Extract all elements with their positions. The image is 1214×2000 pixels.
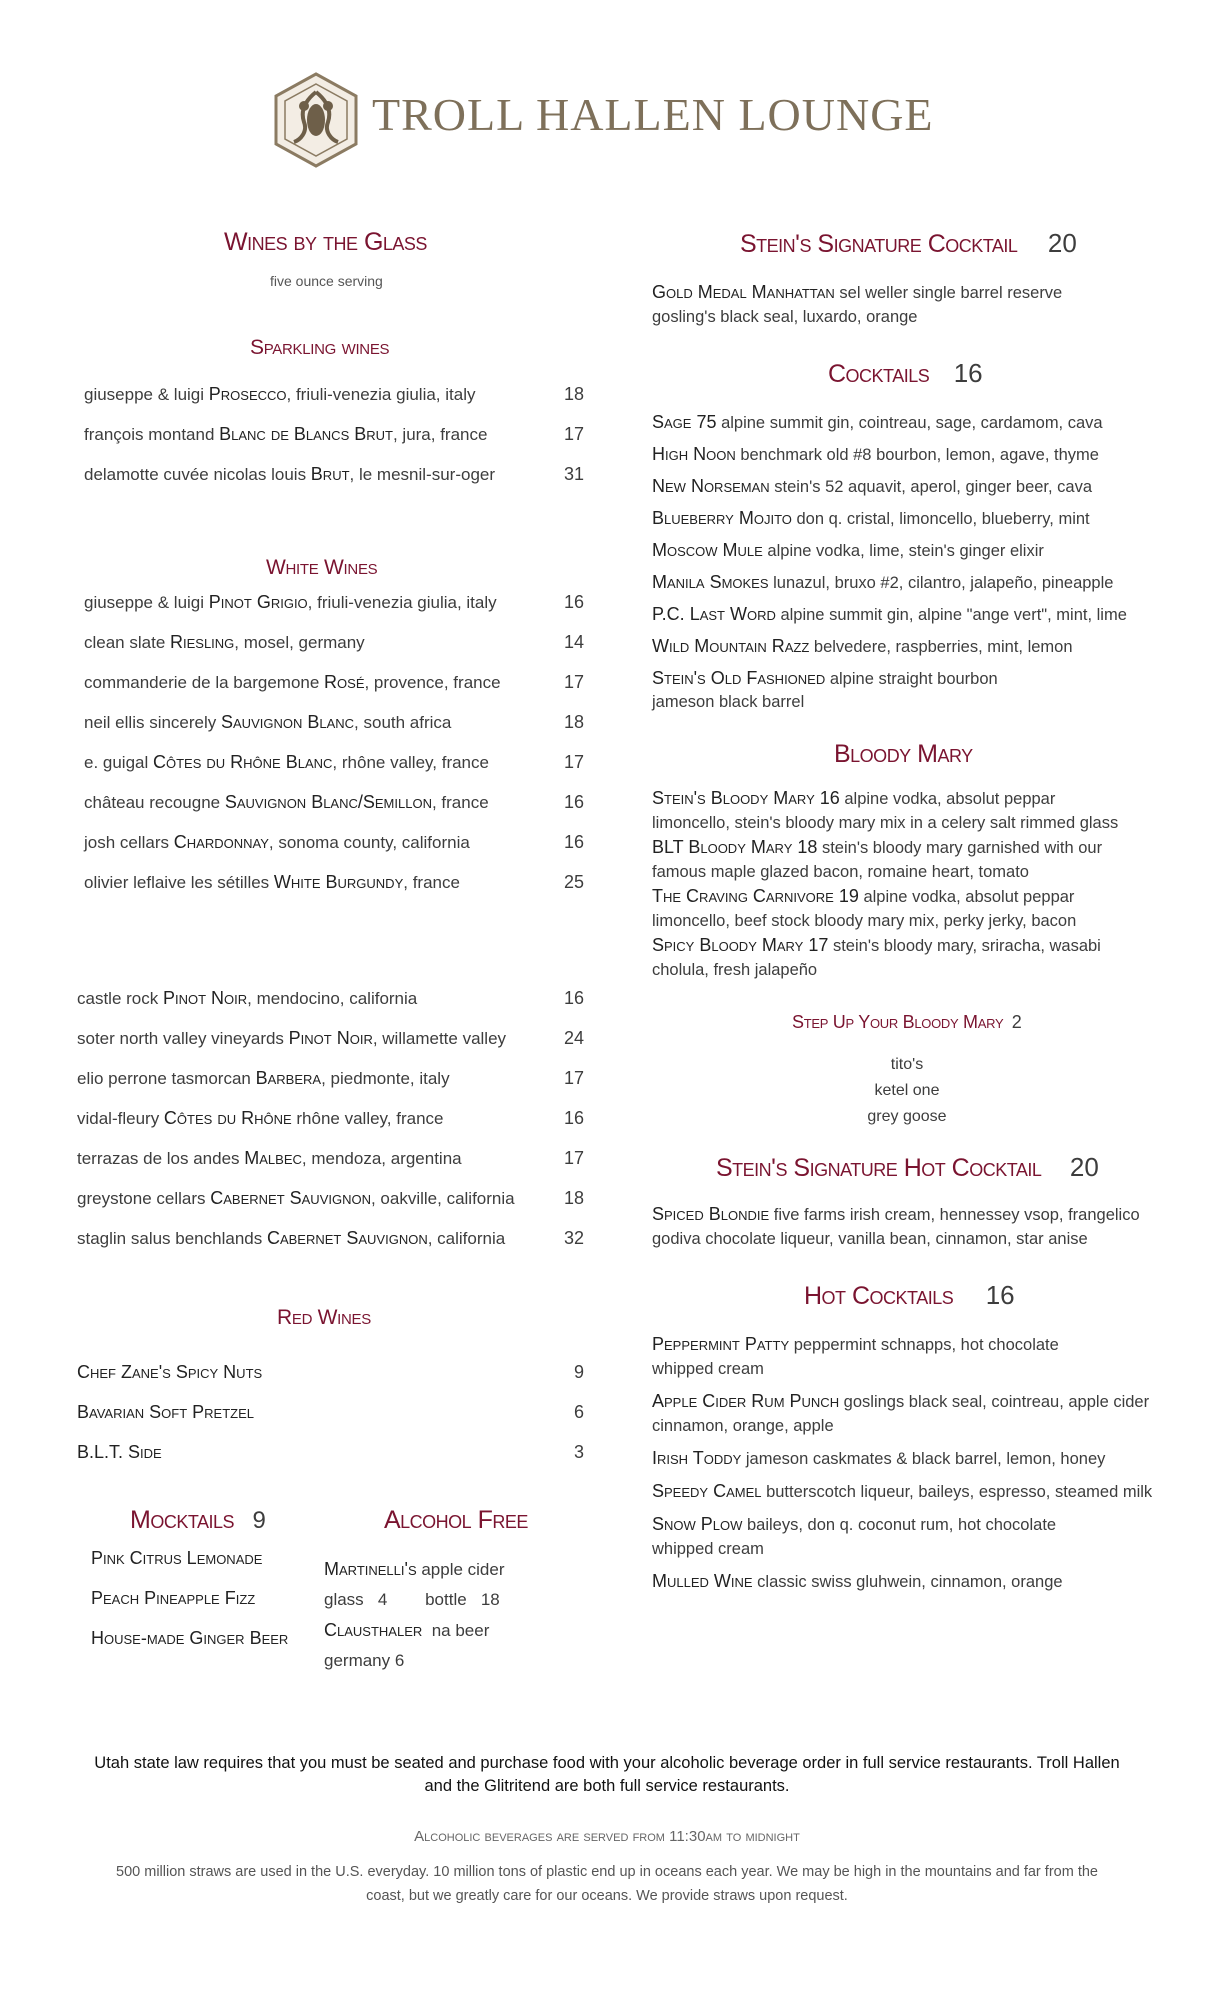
wine-producer: neil ellis sincerely [84, 713, 221, 732]
wine-varietal: Sauvignon Blanc/Semillon [224, 792, 432, 812]
wine-description [77, 1188, 584, 1209]
wine-producer: giuseppe & luigi [84, 593, 209, 612]
cocktail-item [652, 410, 1127, 442]
wine-description [84, 872, 584, 893]
wine-varietal: Rosé [324, 672, 365, 692]
wine-producer: delamotte cuvée nicolas louis [84, 465, 311, 484]
wine-producer: château recougne [84, 793, 225, 812]
hot-cocktail-name: Apple Cider Rum Punch [652, 1391, 840, 1411]
step-up-vodka: grey goose [867, 1108, 947, 1125]
wine-varietal: Brut [310, 464, 350, 484]
hot-cocktail-item [652, 1512, 1152, 1561]
wine-producer: castle rock [77, 989, 163, 1008]
hot-cocktail-line [652, 1446, 1152, 1471]
mocktails-heading [130, 1506, 266, 1535]
bloody-mary-ingredients: stein's bloody mary, sriracha, wasabi [828, 937, 1101, 955]
wine-description [84, 592, 584, 613]
cocktail-ingredients-cont: jameson black barrel [652, 693, 805, 711]
signature-cocktail-heading [740, 228, 1077, 259]
white-wines-list [84, 592, 584, 912]
wine-description [77, 1068, 584, 1089]
wine-varietal: Barbera [255, 1068, 322, 1088]
hot-cocktails-heading: Hot Cocktails 16 [804, 1280, 1015, 1310]
wine-producer: clean slate [84, 633, 170, 652]
snack-name: B.L.T. Side [77, 1442, 162, 1462]
wine-row [84, 832, 584, 872]
page-title: TROLL HALLEN LOUNGE [372, 89, 934, 140]
wine-producer: vidal-fleury [77, 1109, 164, 1128]
snack-row [77, 1362, 584, 1402]
bloody-mary-ingredients-cont: limoncello, stein's bloody mary mix in a celery salt rimmed glass [652, 814, 1119, 832]
cocktail-item [652, 570, 1127, 602]
wine-region: , mosel, germany [234, 633, 365, 652]
wine-price: 18 [563, 1188, 584, 1208]
wine-description [77, 1148, 584, 1169]
mocktail-item: Peach Pineapple Fizz [91, 1588, 256, 1608]
wine-varietal: Cabernet Sauvignon [266, 1228, 428, 1248]
wine-price: 17 [563, 1068, 584, 1088]
cocktail-item [652, 538, 1127, 570]
wine-varietal: Blanc de Blancs Brut [219, 424, 393, 444]
wine-varietal: Cabernet Sauvignon [210, 1188, 371, 1208]
wine-description [84, 832, 584, 853]
bloody-mary-ingredients-cont: limoncello, beef stock bloody mary mix, perky jerky, bacon [652, 912, 1077, 930]
red-wines-list [77, 988, 584, 1268]
wine-region: , jura, france [392, 425, 488, 444]
wine-region: , sonoma county, california [268, 833, 470, 852]
mocktail-item: House-made Ginger Beer [91, 1628, 289, 1648]
clausthaler-origin: germany 6 [324, 1651, 405, 1670]
service-hours: Alcoholic beverages are served from 11:30am to midnight [414, 1828, 800, 1845]
wine-varietal: Pinot Noir [288, 1028, 373, 1048]
martinelli-line: Martinelli's apple cider [324, 1559, 505, 1579]
wine-price: 16 [563, 988, 584, 1008]
hot-cocktail-ingredients: jameson caskmates & black barrel, lemon, honey [741, 1450, 1106, 1468]
wine-region: , willamette valley [372, 1029, 507, 1048]
cocktail-item [652, 442, 1127, 474]
wine-row [84, 792, 584, 832]
hot-cocktail-ingredients: goslings black seal, cointreau, apple cider [839, 1393, 1150, 1411]
wine-region: , provence, france [364, 673, 501, 692]
bloody-mary-name: Spicy Bloody Mary 17 [652, 935, 829, 955]
bloody-mary-list [652, 786, 1118, 982]
snack-price: 3 [573, 1442, 584, 1462]
wine-varietal: Sauvignon Blanc [221, 712, 355, 732]
bloody-mary-ingredients-cont: famous maple glazed bacon, romaine heart, tomato [652, 863, 1029, 881]
logo-crest-icon [270, 70, 362, 170]
wine-varietal: Pinot Noir [162, 988, 248, 1008]
hot-cocktail-line [652, 1569, 1152, 1594]
wine-producer: staglin salus benchlands [77, 1229, 267, 1248]
mocktails-title: Mocktails [130, 1506, 235, 1534]
cocktail-item [652, 602, 1127, 634]
wine-row [84, 384, 584, 424]
cocktail-ingredients: stein's 52 aquavit, aperol, ginger beer, cava [769, 478, 1093, 496]
wine-row [77, 1028, 584, 1068]
snack-price: 6 [573, 1402, 584, 1422]
wine-row [84, 632, 584, 672]
wine-price: 25 [563, 872, 584, 892]
hot-cocktail-name: Irish Toddy [652, 1448, 742, 1468]
wine-varietal: Côtes du Rhône [163, 1108, 292, 1128]
signature-cocktail-item: Gold Medal Manhattan sel weller single barrel reserve gosling's black seal, luxardo, orange [652, 282, 1063, 326]
hot-cocktail-line [652, 1332, 1152, 1357]
wine-row [84, 464, 584, 504]
bloody-mary-name: Stein's Bloody Mary 16 [652, 788, 840, 808]
wine-row [84, 672, 584, 712]
wine-price: 17 [563, 672, 584, 692]
hot-cocktail-line [652, 1512, 1152, 1537]
wine-row [84, 752, 584, 792]
bloody-mary-item [652, 933, 1118, 982]
wine-row [84, 424, 584, 464]
hot-cocktail-ingredients-cont: whipped cream [652, 1360, 764, 1378]
wine-producer: terrazas de los andes [77, 1149, 245, 1168]
bloody-mary-name: BLT Bloody Mary 18 [652, 837, 818, 857]
wine-region: , mendocino, california [247, 989, 418, 1008]
cocktail-ingredients: lunazul, bruxo #2, cilantro, jalapeño, pineapple [768, 574, 1114, 592]
hot-cocktail-name: Speedy Camel [652, 1481, 762, 1501]
wine-price: 16 [563, 832, 584, 852]
hot-cocktail-item [652, 1446, 1152, 1471]
alcohol-free-list [324, 1554, 505, 1676]
wine-producer: olivier leflaive les sétilles [84, 873, 274, 892]
wine-description [84, 752, 584, 773]
white-wines-heading: White Wines [266, 556, 378, 579]
step-up-vodka: ketel one [874, 1082, 940, 1099]
wine-price: 32 [563, 1228, 584, 1248]
wine-varietal: Malbec [244, 1148, 302, 1168]
wine-description [84, 792, 584, 813]
cocktail-name: P.C. Last Word [652, 604, 776, 624]
wine-region: , france [403, 873, 460, 892]
hot-cocktail-name: Snow Plow [652, 1514, 743, 1534]
wine-producer: josh cellars [84, 833, 174, 852]
wine-description [77, 1228, 584, 1249]
cocktail-ingredients: alpine vodka, lime, stein's ginger elixir [762, 542, 1044, 560]
wine-producer: giuseppe & luigi [84, 385, 209, 404]
cocktail-name: Moscow Mule [652, 540, 763, 560]
mocktail-item: Pink Citrus Lemonade [91, 1548, 263, 1568]
sparkling-heading: Sparkling wines [250, 336, 390, 359]
hot-signature-item: Spiced Blondie five farms irish cream, hennessey vsop, frangelico godiva chocolate liqueur, vanilla bean, cinnamon, star anise [652, 1204, 1140, 1248]
wine-region: rhône valley, france [291, 1109, 444, 1128]
cocktail-item [652, 634, 1127, 666]
cocktail-ingredients: alpine straight bourbon [825, 670, 998, 688]
wine-region: , california [427, 1229, 506, 1248]
hot-cocktail-item [652, 1389, 1152, 1438]
wine-price: 31 [563, 464, 584, 484]
wine-description [84, 672, 584, 693]
wine-region: , friuli-venezia giulia, italy [286, 385, 476, 404]
cocktail-item [652, 666, 1127, 690]
wine-row [84, 872, 584, 912]
hot-cocktail-ingredients-cont: cinnamon, orange, apple [652, 1417, 834, 1435]
hot-cocktail-ingredients: butterscotch liqueur, baileys, espresso, steamed milk [761, 1483, 1153, 1501]
snack-price: 9 [573, 1362, 584, 1382]
straw-notice: 500 million straws are used in the U.S. everyday. 10 million tons of plastic end up in oceans each year. We may be high in the mountains and far from the coast, but we greatly care for our oceans. We provide straws upon request. [116, 1864, 1098, 1904]
wine-description [77, 1108, 584, 1129]
hot-signature-heading: Stein's Signature Hot Cocktail 20 [716, 1152, 1099, 1182]
sparkling-list [84, 384, 584, 504]
bloody-mary-item [652, 835, 1118, 884]
cocktail-ingredients: belvedere, raspberries, mint, lemon [809, 638, 1073, 656]
cocktail-item [652, 474, 1127, 506]
red-wines-heading: Red Wines [277, 1306, 371, 1329]
wine-producer: commanderie de la bargemone [84, 673, 325, 692]
wine-producer: elio perrone tasmorcan [77, 1069, 256, 1088]
cocktail-ingredients: benchmark old #8 bourbon, lemon, agave, thyme [735, 446, 1099, 464]
wine-producer: françois montand [84, 425, 220, 444]
wine-price: 17 [563, 424, 584, 444]
wine-row [77, 1148, 584, 1188]
hot-cocktail-name: Peppermint Patty [652, 1334, 790, 1354]
hot-cocktail-ingredients: baileys, don q. coconut rum, hot chocolate [742, 1516, 1057, 1534]
step-up-heading: Step Up Your Bloody Mary 2 [792, 1012, 1022, 1032]
wine-row [77, 988, 584, 1028]
wine-region: , france [431, 793, 489, 812]
step-up-vodka: tito's [890, 1056, 924, 1073]
snack-name: Chef Zane's Spicy Nuts [77, 1362, 263, 1382]
wine-price: 17 [563, 752, 584, 772]
wine-description [77, 1028, 584, 1049]
wine-description [84, 384, 584, 405]
mocktails-price: 9 [252, 1507, 266, 1534]
bloody-mary-line [652, 884, 1118, 909]
cocktail-item [652, 506, 1127, 538]
bloody-mary-name: The Craving Carnivore 19 [652, 886, 859, 906]
wine-producer: greystone cellars [77, 1189, 211, 1208]
wine-row [84, 712, 584, 752]
signature-price: 20 [1047, 228, 1077, 258]
cocktail-name: Sage 75 [652, 412, 717, 432]
wine-varietal: Riesling [170, 632, 235, 652]
wine-row [77, 1068, 584, 1108]
hot-cocktail-item [652, 1479, 1152, 1504]
wine-varietal: Chardonnay [173, 832, 269, 852]
wine-price: 16 [563, 1108, 584, 1128]
alcohol-free-heading: Alcohol Free [384, 1506, 528, 1534]
hot-cocktail-ingredients: classic swiss gluhwein, cinnamon, orange [752, 1573, 1063, 1591]
wine-price: 18 [563, 384, 584, 404]
wine-producer: e. guigal [84, 753, 153, 772]
wine-region: , south africa [354, 713, 452, 732]
wine-description [84, 712, 584, 733]
cocktails-heading: Cocktails 16 [828, 358, 983, 388]
wine-row [77, 1228, 584, 1268]
bloody-mary-item [652, 786, 1118, 835]
wine-region: , le mesnil-sur-oger [349, 465, 496, 484]
wine-price: 17 [563, 1148, 584, 1168]
wine-description [84, 632, 584, 653]
bloody-mary-item [652, 884, 1118, 933]
wine-row [77, 1108, 584, 1148]
hot-cocktail-line [652, 1389, 1152, 1414]
cocktail-ingredients: alpine summit gin, alpine "ange vert", mint, lime [775, 606, 1127, 624]
wine-price: 18 [563, 712, 584, 732]
wine-description [84, 464, 584, 485]
step-up-list [852, 1052, 962, 1130]
wine-varietal: Prosecco [208, 384, 287, 404]
hot-cocktails-list [652, 1332, 1152, 1602]
cocktail-ingredients: alpine summit gin, cointreau, sage, cardamom, cava [716, 414, 1103, 432]
wine-price: 24 [563, 1028, 584, 1048]
snacks-list [77, 1362, 584, 1482]
mocktails-list [91, 1548, 288, 1668]
hot-cocktail-item [652, 1569, 1152, 1594]
hot-cocktail-line [652, 1479, 1152, 1504]
bloody-mary-ingredients: alpine vodka, absolut peppar [858, 888, 1075, 906]
bloody-mary-line [652, 933, 1118, 958]
snack-row [77, 1442, 584, 1482]
bloody-mary-line [652, 786, 1118, 811]
wine-region: , mendoza, argentina [301, 1149, 462, 1168]
cocktail-name: Blueberry Mojito [652, 508, 792, 528]
wine-row [84, 592, 584, 632]
wine-price: 16 [563, 792, 584, 812]
wine-varietal: Pinot Grigio [208, 592, 308, 612]
bloody-mary-ingredients: alpine vodka, absolut peppar [839, 790, 1056, 808]
cocktail-name: New Norseman [652, 476, 770, 496]
hot-cocktail-ingredients-cont: whipped cream [652, 1540, 764, 1558]
wine-description [77, 988, 584, 1009]
clausthaler-line: Clausthaler na beer [324, 1620, 490, 1640]
wine-description [84, 424, 584, 445]
cocktail-name: High Noon [652, 444, 736, 464]
wine-varietal: Côtes du Rhône Blanc [153, 752, 333, 772]
cocktail-name: Manila Smokes [652, 572, 769, 592]
wine-price: 16 [563, 592, 584, 612]
hot-cocktail-ingredients: peppermint schnapps, hot chocolate [789, 1336, 1059, 1354]
wine-region: , oakville, california [370, 1189, 515, 1208]
wine-producer: soter north valley vineyards [77, 1029, 289, 1048]
wine-region: , piedmonte, italy [321, 1069, 450, 1088]
cocktail-name: Stein's Old Fashioned [652, 668, 826, 688]
wines-serving-note: five ounce serving [270, 273, 383, 289]
signature-title: Stein's Signature Cocktail [740, 230, 1018, 258]
bloody-mary-ingredients: stein's bloody mary garnished with our [817, 839, 1103, 857]
snack-row [77, 1402, 584, 1442]
cocktail-name: Wild Mountain Razz [652, 636, 810, 656]
wine-region: , friuli-venezia giulia, italy [307, 593, 497, 612]
cocktails-list [652, 410, 1127, 714]
bloody-mary-line [652, 835, 1118, 860]
cocktail-ingredients: don q. cristal, limoncello, blueberry, mint [791, 510, 1090, 528]
wine-varietal: White Burgundy [273, 872, 404, 892]
wine-row [77, 1188, 584, 1228]
state-law-notice: Utah state law requires that you must be seated and purchase food with your alcoholic beverage order in full service restaurants. Troll Hallen and the Glitritend are both full service restaurants. [94, 1754, 1120, 1795]
hot-cocktail-item [652, 1332, 1152, 1381]
snack-name: Bavarian Soft Pretzel [77, 1402, 254, 1422]
martinelli-prices: glass 4 bottle 18 [324, 1590, 500, 1609]
wine-price: 14 [563, 632, 584, 652]
hot-cocktail-name: Mulled Wine [652, 1571, 753, 1591]
wines-by-glass-heading: Wines by the Glass [224, 228, 427, 256]
bloody-mary-heading: Bloody Mary [834, 740, 973, 768]
bloody-mary-ingredients-cont: cholula, fresh jalapeño [652, 961, 818, 979]
wine-region: , rhône valley, france [332, 753, 489, 772]
